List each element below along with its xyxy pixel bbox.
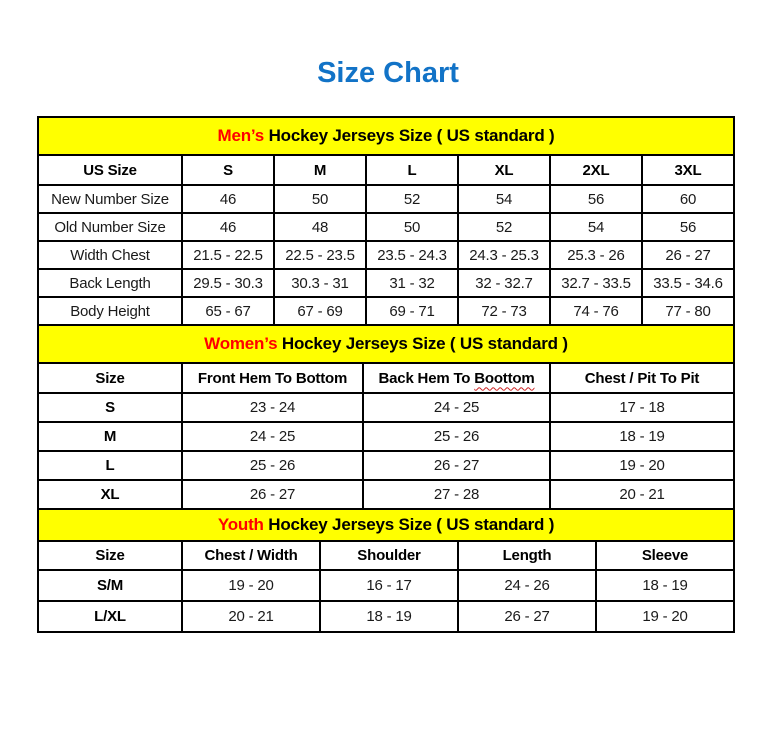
size-cell: 23 - 24 bbox=[182, 393, 363, 422]
column-header: M bbox=[274, 155, 366, 185]
size-cell: 32 - 32.7 bbox=[458, 269, 550, 297]
column-header: Front Hem To Bottom bbox=[182, 363, 363, 393]
table-row bbox=[38, 480, 734, 509]
size-cell: 26 - 27 bbox=[182, 480, 363, 509]
size-cell: 31 - 32 bbox=[366, 269, 458, 297]
column-header: 2XL bbox=[550, 155, 642, 185]
size-cell: 50 bbox=[366, 213, 458, 241]
size-cell: 46 bbox=[182, 185, 274, 213]
mens-section-highlight: Men’s bbox=[217, 126, 265, 145]
mens-header-row bbox=[38, 155, 734, 185]
youth-header-row bbox=[38, 541, 734, 570]
mens-section-title bbox=[38, 117, 734, 155]
youth-section-title bbox=[38, 509, 734, 541]
column-header: 3XL bbox=[642, 155, 734, 185]
size-cell: 19 - 20 bbox=[182, 570, 320, 601]
table-row bbox=[38, 213, 734, 241]
size-cell: 65 - 67 bbox=[182, 297, 274, 325]
size-cell: 77 - 80 bbox=[642, 297, 734, 325]
youth-section-header bbox=[38, 509, 734, 541]
size-cell: 25 - 26 bbox=[182, 451, 363, 480]
size-cell: 26 - 27 bbox=[458, 601, 596, 632]
size-cell: 69 - 71 bbox=[366, 297, 458, 325]
table-row bbox=[38, 451, 734, 480]
size-cell: 20 - 21 bbox=[550, 480, 734, 509]
table-row bbox=[38, 297, 734, 325]
table-row bbox=[38, 269, 734, 297]
youth-section-title-text: Hockey Jerseys Size ( US standard ) bbox=[263, 515, 555, 534]
womens-section-highlight: Women’s bbox=[204, 334, 278, 353]
size-cell: 18 - 19 bbox=[320, 601, 458, 632]
womens-size-table bbox=[37, 324, 735, 510]
size-cell: 52 bbox=[366, 185, 458, 213]
row-label: Old Number Size bbox=[38, 213, 182, 241]
column-header: Chest / Width bbox=[182, 541, 320, 570]
size-cell: 72 - 73 bbox=[458, 297, 550, 325]
table-row bbox=[38, 570, 734, 601]
size-cell: 29.5 - 30.3 bbox=[182, 269, 274, 297]
row-label: Back Length bbox=[38, 269, 182, 297]
row-label: L bbox=[38, 451, 182, 480]
size-cell: 21.5 - 22.5 bbox=[182, 241, 274, 269]
size-cell: 24 - 25 bbox=[182, 422, 363, 451]
size-cell: 67 - 69 bbox=[274, 297, 366, 325]
womens-section-title bbox=[38, 325, 734, 363]
row-label: XL bbox=[38, 480, 182, 509]
row-label: S bbox=[38, 393, 182, 422]
size-cell: 33.5 - 34.6 bbox=[642, 269, 734, 297]
row-label: New Number Size bbox=[38, 185, 182, 213]
row-label: M bbox=[38, 422, 182, 451]
womens-header-row bbox=[38, 363, 734, 393]
mens-section-title-text: Hockey Jerseys Size ( US standard ) bbox=[264, 126, 555, 145]
size-cell: 27 - 28 bbox=[363, 480, 550, 509]
row-label: Body Height bbox=[38, 297, 182, 325]
size-cell: 50 bbox=[274, 185, 366, 213]
column-header: Chest / Pit To Pit bbox=[550, 363, 734, 393]
size-cell: 32.7 - 33.5 bbox=[550, 269, 642, 297]
column-header: US Size bbox=[38, 155, 182, 185]
column-header: Sleeve bbox=[596, 541, 734, 570]
size-cell: 54 bbox=[550, 213, 642, 241]
size-cell: 26 - 27 bbox=[642, 241, 734, 269]
column-header: S bbox=[182, 155, 274, 185]
size-cell: 17 - 18 bbox=[550, 393, 734, 422]
size-cell: 24 - 25 bbox=[363, 393, 550, 422]
mens-size-table bbox=[37, 116, 735, 326]
page-title: Size Chart bbox=[317, 57, 459, 89]
table-row bbox=[38, 185, 734, 213]
column-header-text: Back Hem To bbox=[378, 369, 471, 387]
column-header bbox=[363, 363, 550, 393]
size-cell: 18 - 19 bbox=[550, 422, 734, 451]
table-row bbox=[38, 601, 734, 632]
table-row bbox=[38, 241, 734, 269]
size-cell: 19 - 20 bbox=[550, 451, 734, 480]
size-cell: 54 bbox=[458, 185, 550, 213]
size-chart-tables bbox=[37, 116, 735, 633]
size-cell: 60 bbox=[642, 185, 734, 213]
size-cell: 18 - 19 bbox=[596, 570, 734, 601]
size-cell: 16 - 17 bbox=[320, 570, 458, 601]
size-cell: 20 - 21 bbox=[182, 601, 320, 632]
table-row bbox=[38, 393, 734, 422]
size-cell: 25.3 - 26 bbox=[550, 241, 642, 269]
size-cell: 52 bbox=[458, 213, 550, 241]
column-header: Length bbox=[458, 541, 596, 570]
size-cell: 48 bbox=[274, 213, 366, 241]
size-cell: 25 - 26 bbox=[363, 422, 550, 451]
column-header: Size bbox=[38, 541, 182, 570]
mens-section-header bbox=[38, 117, 734, 155]
womens-section-title-text: Hockey Jerseys Size ( US standard ) bbox=[277, 334, 568, 353]
column-header: Shoulder bbox=[320, 541, 458, 570]
size-cell: 30.3 - 31 bbox=[274, 269, 366, 297]
youth-section-highlight: Youth bbox=[217, 515, 264, 534]
youth-size-table bbox=[37, 508, 735, 633]
column-header: XL bbox=[458, 155, 550, 185]
size-cell: 24 - 26 bbox=[458, 570, 596, 601]
size-cell: 46 bbox=[182, 213, 274, 241]
size-cell: 23.5 - 24.3 bbox=[366, 241, 458, 269]
row-label: Width Chest bbox=[38, 241, 182, 269]
size-cell: 74 - 76 bbox=[550, 297, 642, 325]
table-row bbox=[38, 422, 734, 451]
row-label: S/M bbox=[38, 570, 182, 601]
womens-section-header bbox=[38, 325, 734, 363]
size-cell: 22.5 - 23.5 bbox=[274, 241, 366, 269]
row-label: L/XL bbox=[38, 601, 182, 632]
size-cell: 56 bbox=[550, 185, 642, 213]
size-cell: 56 bbox=[642, 213, 734, 241]
column-header: Size bbox=[38, 363, 182, 393]
size-cell: 19 - 20 bbox=[596, 601, 734, 632]
misspelled-word: Boottom bbox=[474, 369, 535, 387]
column-header: L bbox=[366, 155, 458, 185]
size-cell: 26 - 27 bbox=[363, 451, 550, 480]
size-cell: 24.3 - 25.3 bbox=[458, 241, 550, 269]
